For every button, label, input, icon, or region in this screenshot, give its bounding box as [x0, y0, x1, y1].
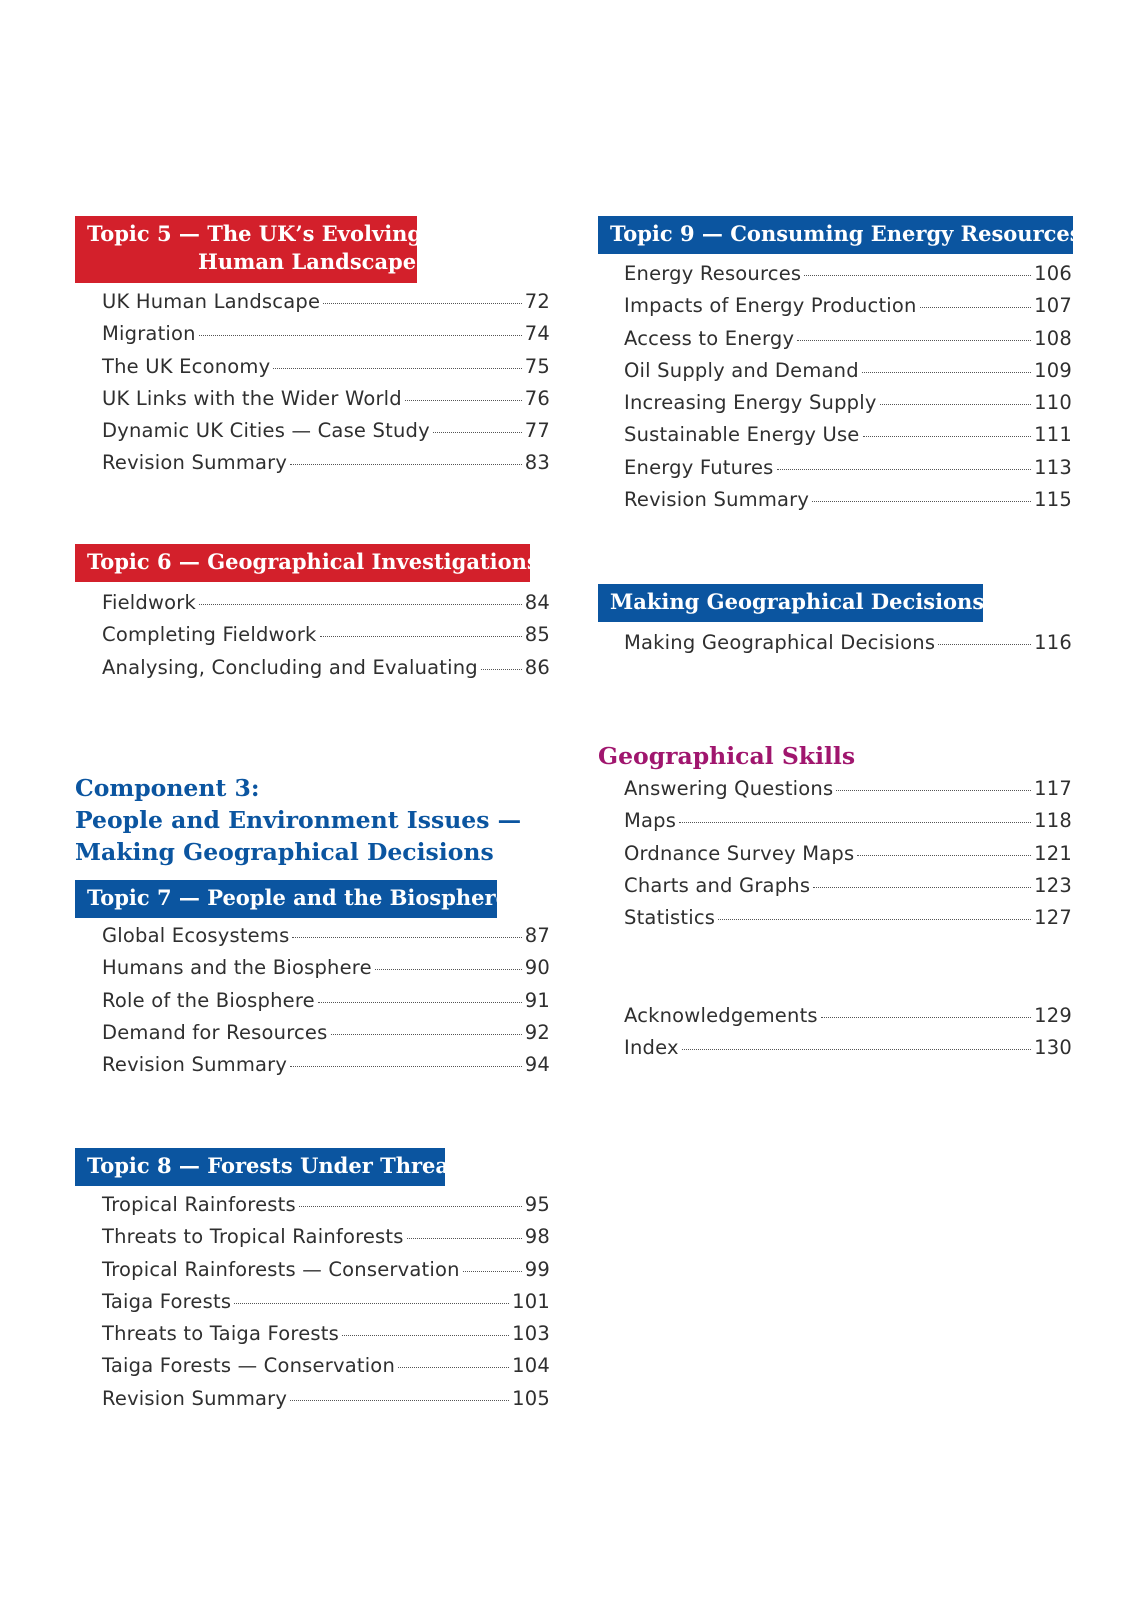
- toc-entry-page: 117: [1034, 777, 1072, 800]
- toc-entry-page: 95: [524, 1193, 550, 1216]
- toc-entry-page: 72: [524, 290, 550, 313]
- toc-entry-page: 111: [1034, 423, 1072, 447]
- toc-entry-page: 74: [524, 322, 550, 346]
- toc-entry-title: Threats to Tropical Rainforests: [102, 1225, 404, 1249]
- toc-entry: [102, 956, 550, 988]
- toc-entry-title: Access to Energy: [624, 326, 795, 350]
- topic5-title-line1: Topic 5 — The UK’s Evolving: [87, 221, 423, 246]
- dot-leader: [821, 1017, 1031, 1018]
- toc-entry-page: 108: [1034, 326, 1072, 350]
- toc-entry-title: Global Ecosystems: [102, 924, 290, 947]
- component3-heading: [75, 772, 521, 868]
- dot-leader: [318, 1002, 522, 1003]
- decisions-entries: [624, 631, 1072, 663]
- toc-entry: [102, 1021, 550, 1053]
- toc-entry-page: 105: [512, 1386, 550, 1410]
- topic6-title: Topic 6 — Geographical Investigations: [87, 549, 539, 574]
- topic6-banner: [75, 544, 539, 582]
- toc-entry-page: 116: [1034, 631, 1072, 654]
- dot-leader: [797, 340, 1031, 341]
- toc-entry-title: Fieldwork: [102, 591, 196, 614]
- toc-entry-title: Charts and Graphs: [624, 873, 811, 897]
- toc-entry: [102, 623, 550, 655]
- toc-entry: [624, 874, 1072, 906]
- toc-entry-page: 83: [524, 451, 550, 475]
- dot-leader: [682, 1049, 1031, 1050]
- topic9-banner: [598, 216, 1082, 254]
- topic5-entries: [102, 290, 550, 484]
- toc-entry-page: 75: [524, 354, 550, 378]
- toc-entry-page: 123: [1034, 873, 1072, 897]
- toc-entry-page: 115: [1034, 488, 1072, 512]
- toc-entry: [624, 488, 1072, 520]
- toc-entry-page: 101: [512, 1289, 550, 1313]
- toc-entry-page: 91: [524, 988, 550, 1012]
- dot-leader: [938, 644, 1031, 645]
- topic9-entries: [624, 262, 1072, 520]
- dot-leader: [375, 969, 522, 970]
- dot-leader: [777, 469, 1032, 470]
- toc-entry: [102, 1258, 550, 1290]
- toc-entry: [102, 1225, 550, 1257]
- toc-entry: [102, 591, 550, 623]
- dot-leader: [880, 404, 1032, 405]
- toc-entry-title: Answering Questions: [624, 777, 834, 800]
- toc-entry: [102, 989, 550, 1021]
- topic9-title: Topic 9 — Consuming Energy Resources: [610, 221, 1082, 246]
- dot-leader: [299, 1206, 522, 1207]
- toc-entry-page: 98: [524, 1225, 550, 1249]
- toc-entry-title: Humans and the Biosphere: [102, 956, 372, 980]
- dot-leader: [433, 432, 522, 433]
- toc-entry: [624, 294, 1072, 326]
- dot-leader: [804, 275, 1031, 276]
- toc-entry-page: 106: [1034, 262, 1072, 285]
- toc-entry-page: 113: [1034, 455, 1072, 479]
- toc-entry-title: Analysing, Concluding and Evaluating: [102, 655, 478, 679]
- toc-entry-title: Energy Futures: [624, 455, 774, 479]
- topic5-title-line2: Human Landscape: [198, 249, 417, 274]
- toc-entry-page: 103: [512, 1322, 550, 1346]
- toc-entry-page: 94: [524, 1053, 550, 1077]
- skills-entries: [624, 777, 1072, 938]
- toc-entry-title: Taiga Forests: [102, 1289, 232, 1313]
- toc-entry: [624, 423, 1072, 455]
- toc-entry-title: Demand for Resources: [102, 1020, 328, 1044]
- toc-entry-page: 109: [1034, 358, 1072, 382]
- topic6-entries: [102, 591, 550, 688]
- toc-entry-page: 87: [524, 924, 550, 947]
- toc-entry: [102, 1290, 550, 1322]
- toc-entry-page: 99: [524, 1257, 550, 1281]
- toc-entry-title: Completing Fieldwork: [102, 623, 317, 647]
- toc-entry: [102, 1053, 550, 1085]
- toc-entry-title: Making Geographical Decisions: [624, 631, 936, 654]
- dot-leader: [813, 887, 1031, 888]
- toc-entry-title: Revision Summary: [102, 1386, 288, 1410]
- toc-entry-title: UK Human Landscape: [102, 290, 321, 313]
- toc-entry-title: UK Links with the Wider World: [102, 386, 402, 410]
- toc-entry-title: Maps: [624, 809, 677, 833]
- toc-entry: [624, 391, 1072, 423]
- toc-entry-page: 76: [524, 386, 550, 410]
- dot-leader: [857, 855, 1031, 856]
- dot-leader: [679, 822, 1031, 823]
- toc-entry-page: 110: [1034, 391, 1072, 415]
- dot-leader: [812, 501, 1031, 502]
- toc-entry: [102, 1322, 550, 1354]
- dot-leader: [323, 303, 522, 304]
- toc-entry: [624, 456, 1072, 488]
- backmatter-entries: [624, 1004, 1072, 1069]
- toc-entry: [624, 631, 1072, 663]
- toc-entry: [102, 322, 550, 354]
- toc-entry-page: 104: [512, 1354, 550, 1378]
- toc-entry-title: Energy Resources: [624, 262, 802, 285]
- toc-entry-page: 130: [1034, 1036, 1072, 1060]
- toc-entry: [102, 290, 550, 322]
- toc-entry-title: Tropical Rainforests: [102, 1193, 296, 1216]
- toc-entry-title: Oil Supply and Demand: [624, 358, 859, 382]
- toc-entry-page: 127: [1034, 906, 1072, 930]
- dot-leader: [398, 1367, 509, 1368]
- toc-entry: [624, 1004, 1072, 1036]
- dot-leader: [342, 1335, 509, 1336]
- toc-entry-page: 118: [1034, 809, 1072, 833]
- toc-entry: [102, 387, 550, 419]
- toc-entry-title: Taiga Forests — Conservation: [102, 1354, 395, 1378]
- dot-leader: [863, 436, 1032, 437]
- toc-entry-title: Sustainable Energy Use: [624, 423, 860, 447]
- toc-entry: [102, 656, 550, 688]
- dot-leader: [920, 307, 1032, 308]
- toc-entry-page: 129: [1034, 1004, 1072, 1027]
- toc-entry: [102, 1387, 550, 1419]
- toc-entry: [624, 777, 1072, 809]
- toc-entry-title: Increasing Energy Supply: [624, 391, 877, 415]
- toc-entry-title: The UK Economy: [102, 354, 271, 378]
- toc-entry: [624, 359, 1072, 391]
- toc-entry-page: 121: [1034, 841, 1072, 865]
- topic8-entries: [102, 1193, 550, 1419]
- component3-line1: Component 3:: [75, 774, 260, 802]
- toc-entry: [102, 1354, 550, 1386]
- dot-leader: [862, 372, 1031, 373]
- topic7-entries: [102, 924, 550, 1085]
- toc-entry-page: 86: [524, 655, 550, 679]
- toc-entry-title: Dynamic UK Cities — Case Study: [102, 419, 430, 443]
- toc-entry-title: Revision Summary: [102, 451, 288, 475]
- dot-leader: [836, 790, 1031, 791]
- dot-leader: [234, 1303, 509, 1304]
- toc-entry: [624, 906, 1072, 938]
- dot-leader: [290, 464, 522, 465]
- toc-entry: [624, 327, 1072, 359]
- toc-entry: [624, 262, 1072, 294]
- toc-entry: [624, 809, 1072, 841]
- topic7-title: Topic 7 — People and the Biosphere: [87, 885, 509, 910]
- dot-leader: [463, 1271, 522, 1272]
- toc-entry: [102, 355, 550, 387]
- toc-entry: [102, 1193, 550, 1225]
- topic8-banner: [75, 1148, 459, 1186]
- toc-entry-title: Revision Summary: [102, 1053, 288, 1077]
- toc-entry-title: Migration: [102, 322, 196, 346]
- toc-entry-title: Role of the Biosphere: [102, 988, 315, 1012]
- dot-leader: [405, 400, 522, 401]
- toc-entry: [624, 842, 1072, 874]
- component3-line2: People and Environment Issues —: [75, 806, 522, 834]
- dot-leader: [199, 335, 522, 336]
- dot-leader: [290, 1066, 522, 1067]
- toc-entry-title: Acknowledgements: [624, 1004, 818, 1027]
- toc-entry: [102, 451, 550, 483]
- dot-leader: [273, 368, 521, 369]
- toc-entry-page: 84: [524, 591, 550, 614]
- toc-entry-title: Ordnance Survey Maps: [624, 841, 855, 865]
- toc-entry-page: 92: [524, 1020, 550, 1044]
- toc-entry-page: 77: [524, 419, 550, 443]
- toc-entry-title: Tropical Rainforests — Conservation: [102, 1257, 460, 1281]
- toc-entry-title: Statistics: [624, 906, 716, 930]
- toc-entry-title: Impacts of Energy Production: [624, 294, 917, 318]
- toc-entry-title: Threats to Taiga Forests: [102, 1322, 339, 1346]
- decisions-title: Making Geographical Decisions: [610, 589, 985, 614]
- dot-leader: [718, 919, 1031, 920]
- topic8-title: Topic 8 — Forests Under Threat: [87, 1153, 459, 1178]
- decisions-banner: [598, 584, 983, 622]
- toc-entry: [624, 1036, 1072, 1068]
- dot-leader: [407, 1238, 522, 1239]
- toc-entry: [102, 419, 550, 451]
- skills-heading: Geographical Skills: [598, 742, 856, 770]
- toc-entry-page: 107: [1034, 294, 1072, 318]
- dot-leader: [290, 1400, 509, 1401]
- dot-leader: [481, 669, 522, 670]
- dot-leader: [199, 604, 522, 605]
- topic5-banner: [75, 216, 423, 283]
- toc-entry: [102, 924, 550, 956]
- component3-line3: Making Geographical Decisions: [75, 838, 494, 866]
- toc-entry-page: 85: [524, 623, 550, 647]
- dot-leader: [320, 636, 522, 637]
- dot-leader: [292, 937, 521, 938]
- dot-leader: [331, 1034, 522, 1035]
- topic7-banner: [75, 880, 509, 918]
- toc-entry-title: Index: [624, 1036, 679, 1060]
- toc-entry-page: 90: [524, 956, 550, 980]
- toc-entry-title: Revision Summary: [624, 488, 810, 512]
